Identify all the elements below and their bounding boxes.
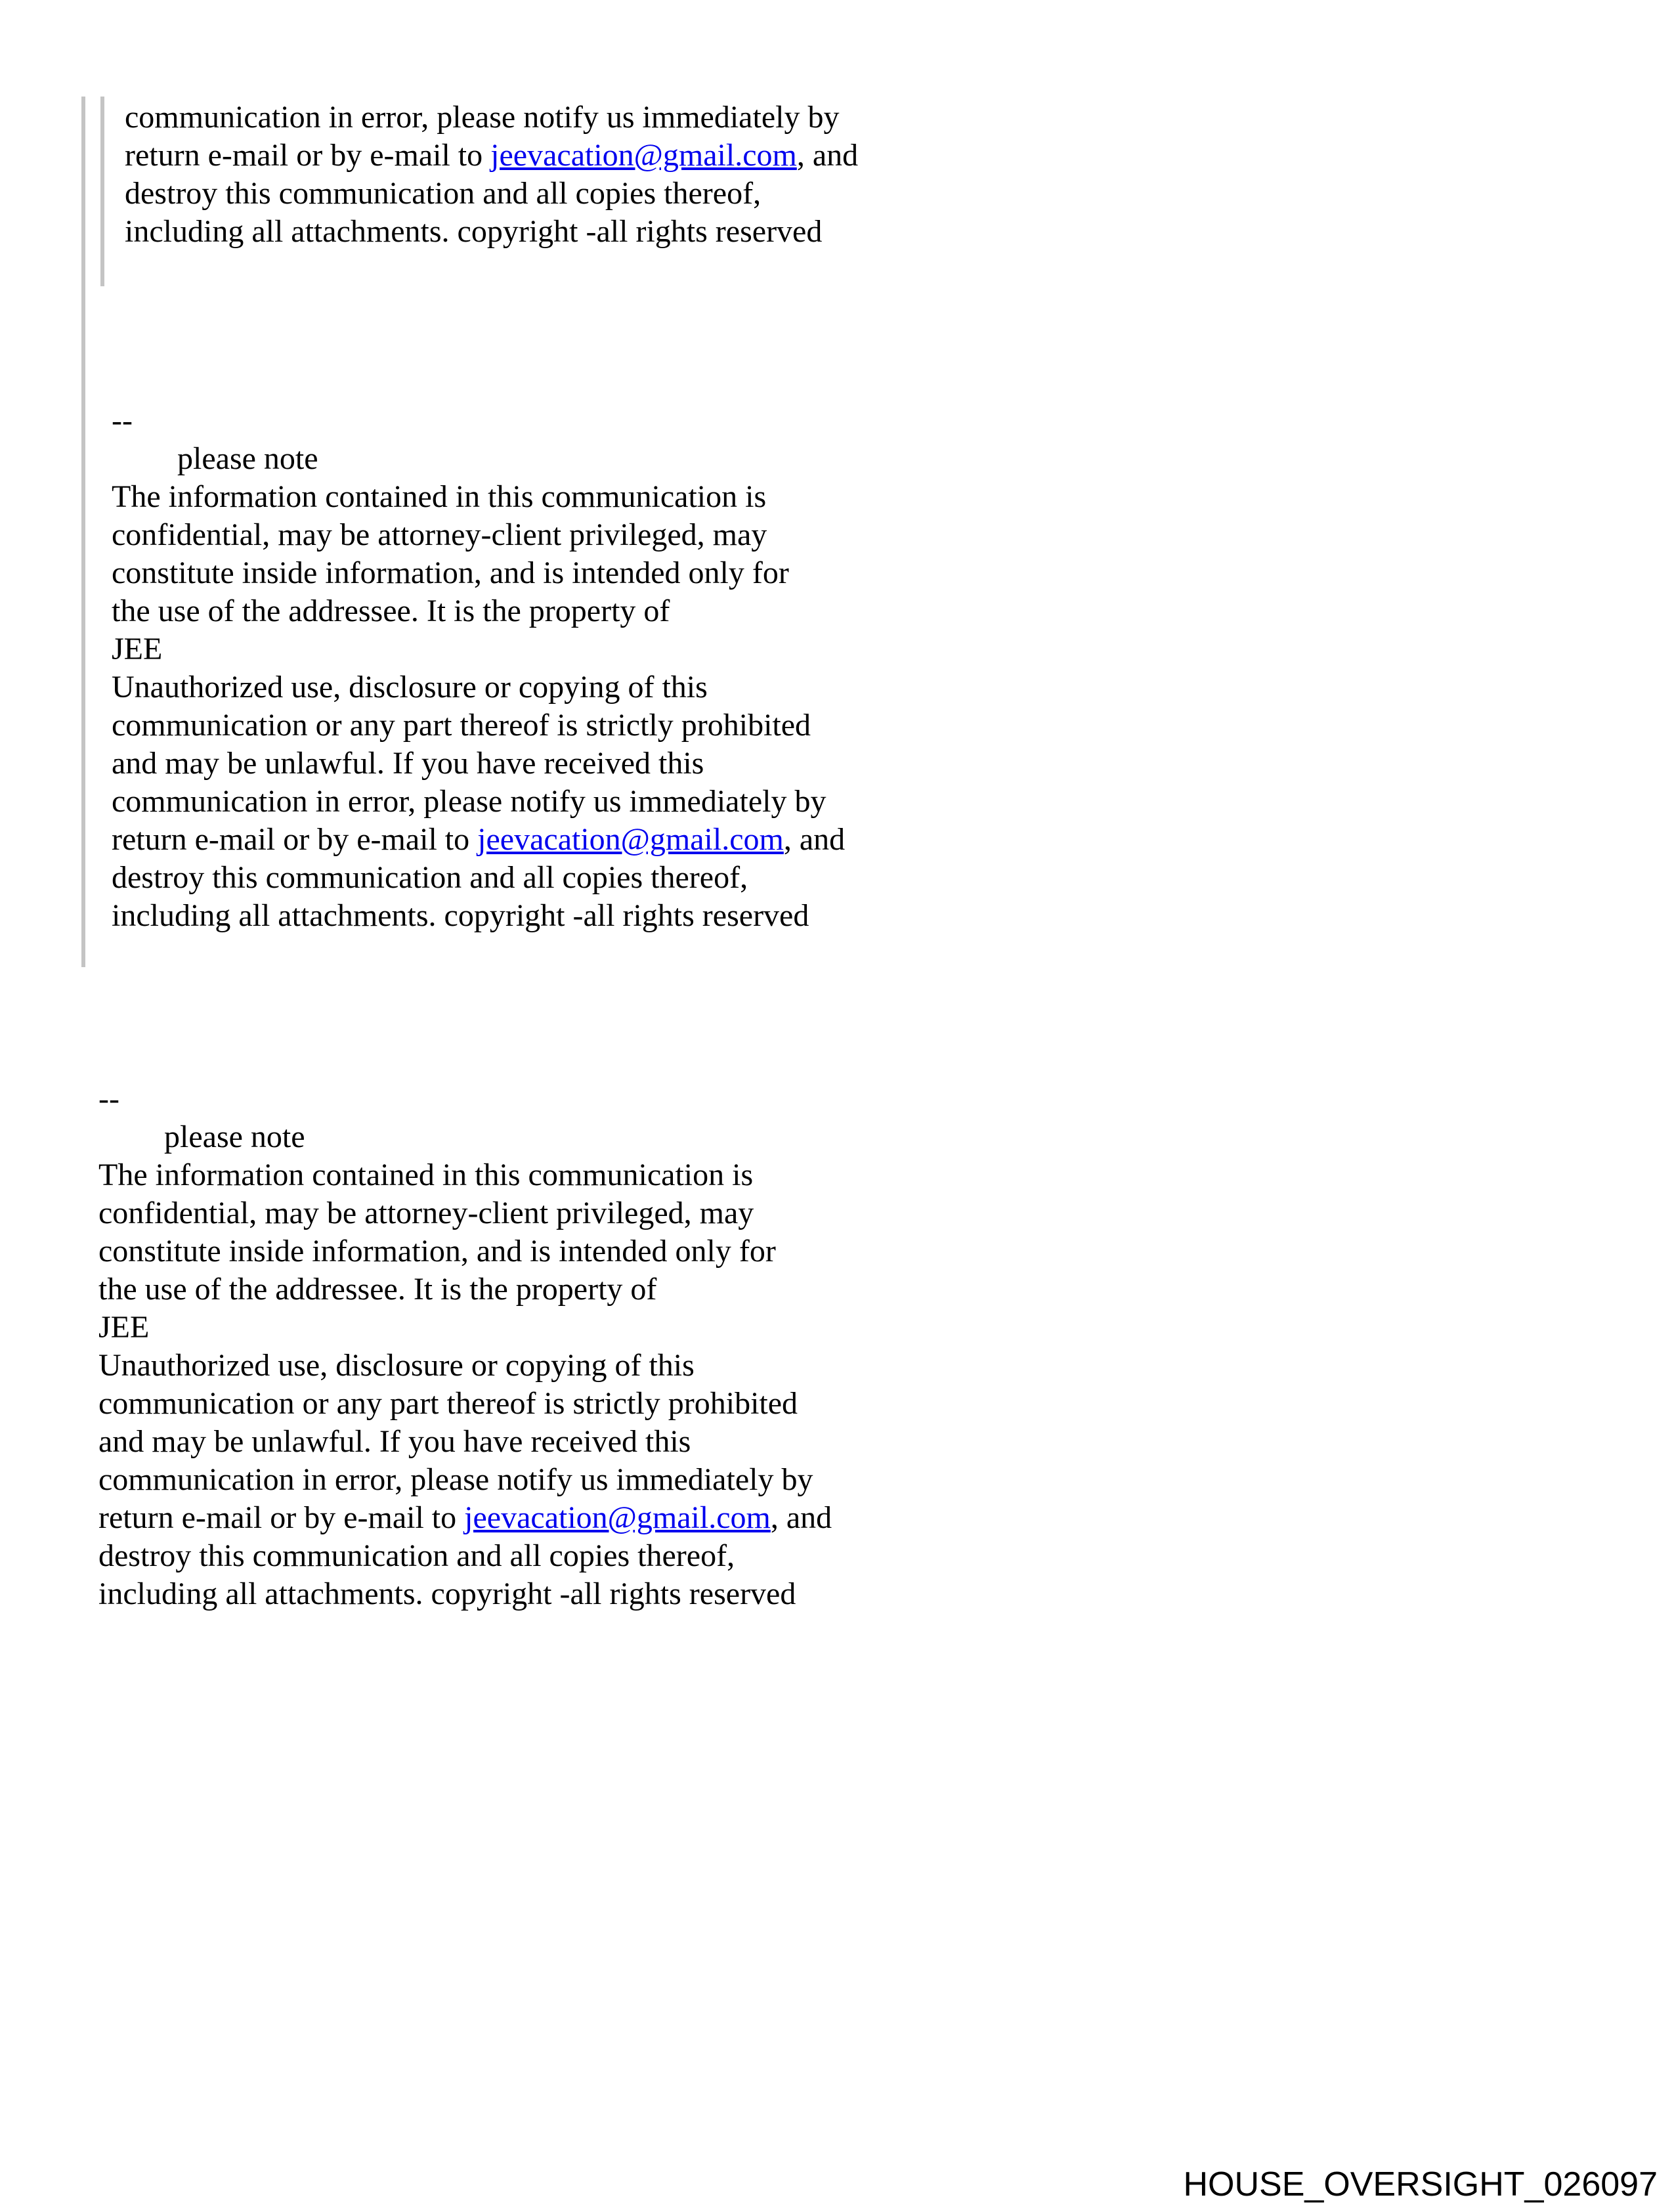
email-link[interactable]: jeevacation@gmail.com: [477, 822, 784, 857]
text-line: the use of the addressee. It is the property of: [112, 594, 670, 628]
quote-bar-level1: [81, 97, 85, 967]
email-link[interactable]: jeevacation@gmail.com: [464, 1500, 771, 1535]
text-line: confidential, may be attorney-client privileged, may: [98, 1196, 754, 1230]
email-line-prefix: return e-mail or by e-mail to: [125, 138, 491, 173]
text-line: constitute inside information, and is intended only for: [98, 1234, 776, 1269]
text-line: communication in error, please notify us immediately by: [125, 100, 840, 135]
disclaimer-fragment-quoted: [125, 98, 858, 251]
text-line: The information contained in this communication is: [112, 479, 767, 514]
text-line: JEE: [98, 1310, 150, 1345]
text-line: destroy this communication and all copies thereof,: [98, 1538, 735, 1573]
note-heading-line: please note: [177, 441, 318, 476]
text-line-with-link: [125, 137, 858, 175]
text-line: and may be unlawful. If you have received this: [98, 1424, 691, 1459]
text-line: Unauthorized use, disclosure or copying of this: [98, 1348, 695, 1383]
text-line: destroy this communication and all copies thereof,: [112, 860, 748, 895]
text-line: constitute inside information, and is intended only for: [112, 555, 789, 590]
text-line: communication in error, please notify us immediately by: [112, 784, 826, 819]
signature-separator: --: [98, 1081, 119, 1116]
text-line: confidential, may be attorney-client privileged, may: [112, 517, 767, 552]
text-line: JEE: [112, 632, 163, 666]
email-line-suffix: , and: [796, 138, 859, 173]
email-link[interactable]: jeevacation@gmail.com: [490, 138, 797, 173]
text-line: and may be unlawful. If you have received this: [112, 746, 704, 781]
signature-separator: --: [112, 403, 133, 438]
email-line-suffix: , and: [783, 822, 846, 857]
disclaimer-block-quoted: [112, 402, 845, 935]
text-line: including all attachments. copyright -all rights reserved: [112, 898, 809, 933]
text-line: including all attachments. copyright -all rights reserved: [125, 214, 823, 249]
text-line: including all attachments. copyright -all rights reserved: [98, 1576, 796, 1611]
text-line: communication or any part thereof is strictly prohibited: [112, 708, 811, 743]
bates-stamp: HOUSE_OVERSIGHT_026097: [1183, 2165, 1658, 2203]
text-line-with-link: [98, 1499, 832, 1537]
text-line-with-link: [112, 821, 845, 859]
text-line: Unauthorized use, disclosure or copying of this: [112, 670, 708, 705]
text-line: the use of the addressee. It is the property of: [98, 1272, 657, 1307]
quote-bar-level2: [100, 97, 104, 286]
text-line: communication or any part thereof is strictly prohibited: [98, 1386, 798, 1421]
note-heading-line: please note: [164, 1119, 305, 1154]
email-line-prefix: return e-mail or by e-mail to: [98, 1500, 465, 1535]
email-line-prefix: return e-mail or by e-mail to: [112, 822, 478, 857]
disclaimer-block: [98, 1080, 832, 1613]
text-line: destroy this communication and all copies thereof,: [125, 176, 762, 211]
text-line: The information contained in this communication is: [98, 1158, 754, 1192]
email-line-suffix: , and: [770, 1500, 832, 1535]
text-line: communication in error, please notify us immediately by: [98, 1462, 813, 1497]
